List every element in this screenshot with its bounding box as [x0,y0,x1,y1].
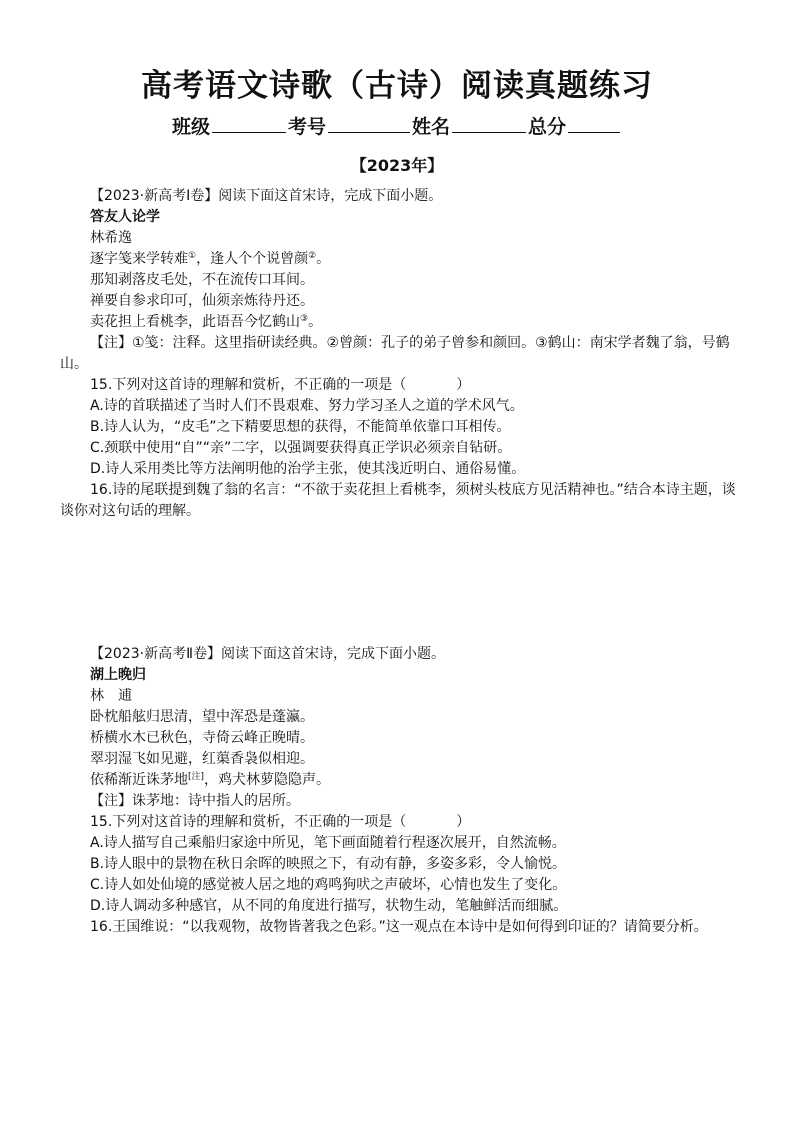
poem-line: 翠羽湿飞如见避，红蕖香袅似相迎。 [90,751,314,767]
footnote-mark: ③ [300,314,309,324]
option-c: C.颈联中使用“自”“亲”二字，以强调要获得真正学识必须亲自钻研。 [90,440,512,456]
poem-author: 林 逋 [90,688,132,704]
option-b: B.诗人眼中的景物在秋日余晖的映照之下，有动有静，多姿多彩，令人愉悦。 [90,856,567,872]
option-b: B.诗人认为，“皮毛”之下精要思想的获得，不能简单依靠口耳相传。 [90,419,511,435]
question-15: 15.下列对这首诗的理解和赏析，不正确的一项是（ ） [90,814,471,830]
name-blank[interactable] [452,114,526,133]
poem-line: 卧枕船舷归思清，望中浑恐是蓬瀛。 [90,709,314,725]
name-label: 姓名 [412,116,451,138]
poem-line: 禅要自参求印可，仙须亲炼待丹还。 [90,293,314,309]
option-d: D.诗人调动多种感官，从不同的角度进行描写，状物生动，笔触鲜活而细腻。 [90,898,568,914]
exam-no-label: 考号 [287,116,326,138]
section-intro: 【2023·新高考Ⅱ卷】阅读下面这首宋诗，完成下面小题。 [90,646,445,662]
poem-line: 逐字笺来学转难①，逢人个个说曾颜②。 [90,251,331,267]
class-blank[interactable] [212,114,286,133]
poem-line: 卖花担上看桃李，此语吾今忆鹤山③。 [90,314,323,330]
question-15: 15.下列对这首诗的理解和赏析，不正确的一项是（ ） [90,377,471,393]
score-blank[interactable] [568,114,620,133]
score-label: 总分 [528,116,567,138]
question-16: 16.诗的尾联提到魏了翁的名言：“不欲于卖花担上看桃李，须树头枝底方见活精神也。”结合本诗主题，谈谈你对这句话的理解。 [60,482,736,519]
year-heading: 【2023年】 [350,156,444,175]
poem-line: 依稀渐近诛茅地[注]，鸡犬林萝隐隐声。 [90,772,331,788]
question-16: 16.王国维说：“以我观物，故物皆著我之色彩。”这一观点在本诗中是如何得到印证的？请简要分析。 [90,919,708,935]
page-title: 高考语文诗歌（古诗）阅读真题练习 [141,68,653,104]
poem-title: 答友人论学 [90,209,160,225]
poem-note: 【注】①笺：注释。这里指研读经典。②曾颜：孔子的弟子曾参和颜回。③鹤山：南宋学者魏了翁，号鹤山。 [60,335,730,372]
section-intro: 【2023·新高考Ⅰ卷】阅读下面这首宋诗，完成下面小题。 [90,188,443,204]
option-d: D.诗人采用类比等方法阐明他的治学主张，使其浅近明白、通俗易懂。 [90,461,526,477]
class-label: 班级 [171,116,210,138]
poem-title: 湖上晚归 [90,667,146,683]
option-a: A.诗的首联描述了当时人们不畏艰难、努力学习圣人之道的学术风气。 [90,398,524,414]
footnote-mark: ① [188,251,197,261]
question-section-1 [60,186,736,522]
footnote-mark: [注] [188,772,205,782]
footnote-mark: ② [308,251,317,261]
poem-note: 【注】诛茅地：诗中指人的居所。 [90,793,300,809]
question-section-2 [60,644,736,938]
option-c: C.诗人如处仙境的感觉被人居之地的鸡鸣狗吠之声破坏，心情也发生了变化。 [90,877,567,893]
student-info-line [0,112,794,139]
poem-line: 那知剥落皮毛处，不在流传口耳间。 [90,272,314,288]
exam-no-blank[interactable] [328,114,410,133]
option-a: A.诗人描写自己乘船归家途中所见，笔下画面随着行程逐次展开，自然流畅。 [90,835,566,851]
poem-line: 桥横水木已秋色，寺倚云峰正晚晴。 [90,730,314,746]
poem-author: 林希逸 [90,230,132,246]
